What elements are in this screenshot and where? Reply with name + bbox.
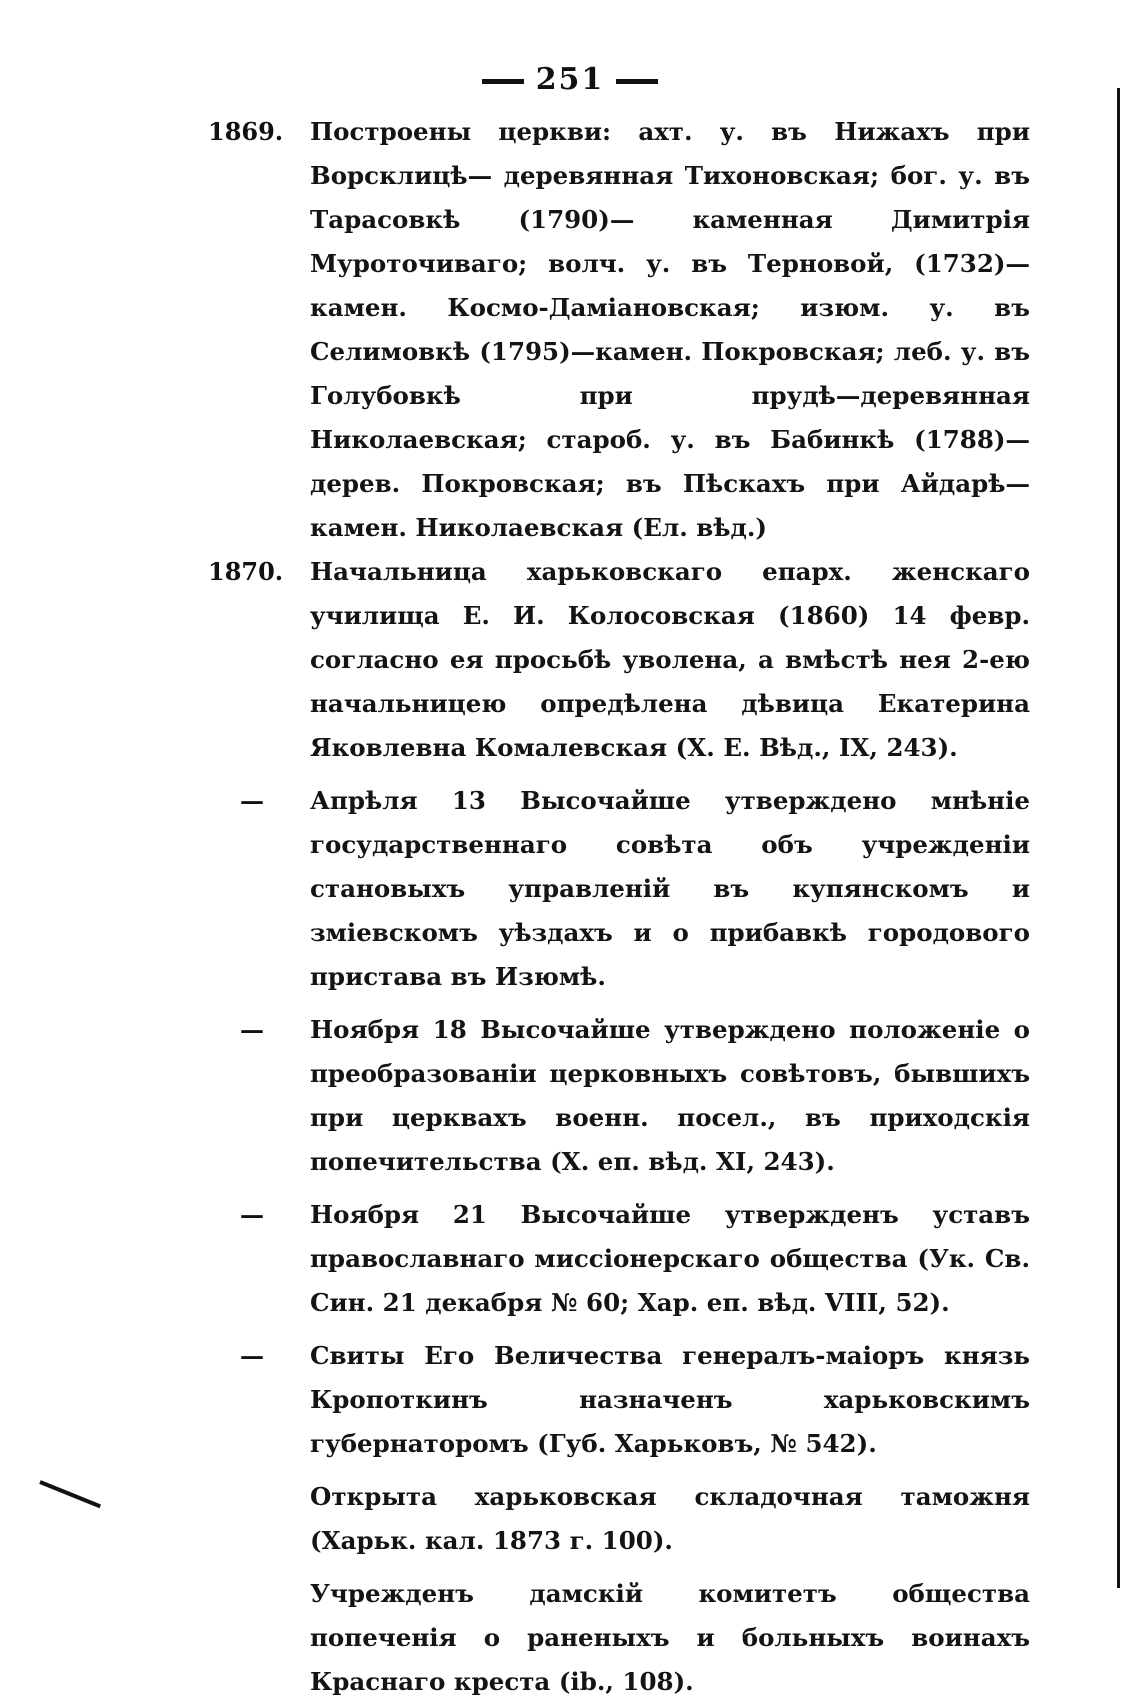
chronicle-entry — [0, 1334, 1140, 1466]
page-header — [0, 62, 1140, 97]
entry-text: Открыта харьковская складочная таможня (Харьк. кал. 1873 г. 100). — [310, 1482, 1030, 1555]
entry-year: 1869. — [208, 117, 284, 146]
entry-year: 1870. — [208, 557, 284, 586]
entry-text: Начальница харьковскаго епарх. женскаго училища Е. И. Колосовская (1860) 14 февр. согласно ея просьбѣ уволена, а вмѣстѣ нея 2-ею начальницею опредѣлена дѣвица Екатерина Яковлевна Комалевская (Х. Е. Вѣд., IX, 243). — [310, 557, 1030, 762]
header-left-rule — [482, 79, 524, 84]
entry-marker — [0, 1572, 310, 1704]
chronicle-entries — [0, 110, 1140, 1704]
chronicle-entry — [0, 110, 1140, 550]
chronicle-entry — [0, 550, 1140, 770]
page-number: 251 — [535, 62, 605, 97]
entry-text: Свиты Его Величества генералъ-маіоръ князь Кропоткинъ назначенъ харьковскимъ губернаторомъ (Губ. Харьковъ, № 542). — [310, 1341, 1030, 1458]
entry-text: Ноября 18 Высочайше утверждено положеніе о преобразованіи церковныхъ совѣтовъ, бывшихъ при церквахъ военн. посел., въ приходскія попечительства (Х. еп. вѣд. XI, 243). — [310, 1015, 1030, 1176]
entry-text: Учрежденъ дамскій комитетъ общества попеченія о раненыхъ и больныхъ воинахъ Краснаго креста (ib., 108). — [310, 1579, 1030, 1696]
chronicle-entry — [0, 1008, 1140, 1184]
chronicle-entry — [0, 1193, 1140, 1325]
chronicle-entry — [0, 1475, 1140, 1563]
entry-text: Построены церкви: ахт. у. въ Нижахъ при Ворсклицѣ— деревянная Тихоновская; бог. у. въ Тарасовкѣ (1790)— каменная Димитрія Муроточиваго; волч. у. въ Терновой, (1732)—камен. Космо-Даміановская; изюм. у. въ Селимовкѣ (1795)—камен. Покровская; лeб. у. въ Голубовкѣ при прудѣ—деревянная Николаевская; староб. у. въ Бабинкѣ (1788)—дерев. Покровская; въ Пѣскахъ при Айдарѣ—камен. Николаевская (Ел. вѣд.) — [310, 117, 1030, 542]
entry-marker — [0, 1475, 310, 1563]
header-right-rule — [616, 79, 658, 84]
entry-text: Апрѣля 13 Высочайше утверждено мнѣніе государственнаго совѣта объ учрежденіи становыхъ управленій въ купянскомъ и зміевскомъ уѣздахъ и о прибавкѣ городового пристава въ Изюмѣ. — [310, 786, 1030, 991]
entry-dash: — — [240, 1015, 264, 1044]
entry-dash: — — [240, 1200, 264, 1229]
chronicle-entry — [0, 1572, 1140, 1704]
entry-dash: — — [240, 786, 264, 815]
entry-text: Ноября 21 Высочайше утвержденъ уставъ православнаго миссіонерскаго общества (Ук. Св. Син. 21 декабря № 60; Хар. еп. вѣд. VIII, 52). — [310, 1200, 1030, 1317]
chronicle-entry — [0, 779, 1140, 999]
entry-dash: — — [240, 1341, 264, 1370]
